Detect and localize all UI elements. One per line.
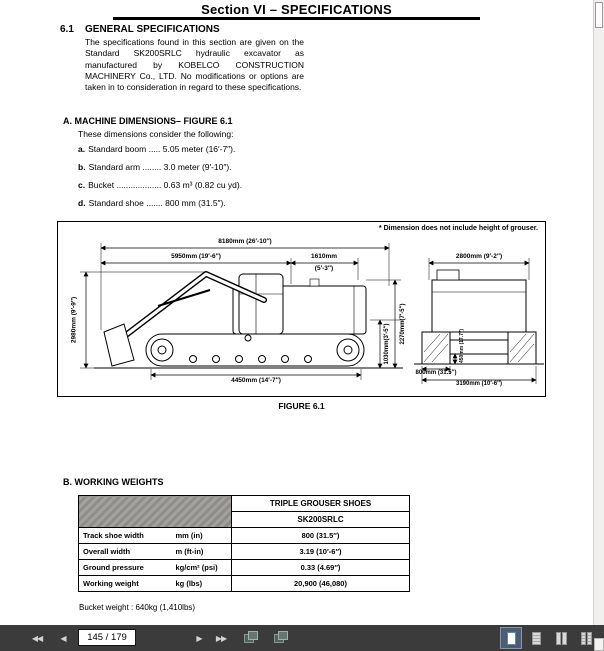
page-glyph xyxy=(562,632,567,645)
row-unit: kg (lbs) xyxy=(172,576,232,592)
sheet-icon xyxy=(278,631,288,640)
row-label: Track shoe width xyxy=(79,528,172,544)
row-label: Overall width xyxy=(79,544,172,560)
row-value: 3.19 (10′-6″) xyxy=(232,544,410,560)
dimensions-intro: These dimensions consider the following: xyxy=(78,129,234,139)
resize-grip[interactable] xyxy=(594,638,604,651)
page-glyph xyxy=(587,632,592,645)
list-item-letter: b. xyxy=(78,162,86,172)
dimension-label-cab-height: 2270mm(7′-5″) xyxy=(400,303,406,345)
list-item-bucket xyxy=(78,180,242,190)
table-model-header: SK200SRLC xyxy=(232,512,410,528)
row-unit: m (ft-in) xyxy=(172,544,232,560)
sheet-icon xyxy=(248,631,258,640)
list-item-text: Standard boom ..... 5.05 meter (16′-7″). xyxy=(88,144,236,154)
vertical-scrollbar[interactable] xyxy=(593,0,604,625)
page-layout-controls xyxy=(501,628,596,648)
table-row xyxy=(79,528,410,544)
dimension-label-rear-length: 1610mm xyxy=(310,253,338,260)
row-label: Working weight xyxy=(79,576,172,592)
pdf-toolbar xyxy=(0,625,604,651)
table-corner-cell xyxy=(79,496,232,528)
list-item-letter: a. xyxy=(78,144,86,154)
list-item-text: Bucket ................... 0.63 m³ (0.82 cu yd). xyxy=(88,180,243,190)
dimension-label-overall-length: 8180mm (26′-10″) xyxy=(218,238,272,245)
page-glyph xyxy=(532,632,541,645)
section-body: The specifications found in this section are given on the Standard SK200SRLC hydraulic excavator as manufactured by KOBELCO CONSTRUCTION MACHINERY Co., LTD. No modifications or options are taken in to consideration in regard to these specifications. xyxy=(85,37,304,93)
row-unit: mm (in) xyxy=(172,528,232,544)
row-value: 20,900 (46,080) xyxy=(232,576,410,592)
bucket-weight-note: Bucket weight : 640kg (1,410lbs) xyxy=(79,603,196,612)
previous-page-button[interactable]: ◀ xyxy=(52,630,74,646)
single-page-view-icon[interactable] xyxy=(501,628,521,648)
table-header-row xyxy=(79,496,410,512)
next-page-button[interactable]: ▶ xyxy=(188,630,210,646)
dimension-label-overall-width: 3190mm (10′-6″) xyxy=(455,381,503,387)
dimension-label-overall-height: 2980mm (9′-9″) xyxy=(70,296,78,344)
list-item-letter: d. xyxy=(78,198,86,208)
list-item-shoe xyxy=(78,198,226,208)
first-page-button[interactable]: ◀◀ xyxy=(26,630,48,646)
snapshot-tool-icon[interactable] xyxy=(244,631,260,645)
section-heading: GENERAL SPECIFICATIONS xyxy=(85,24,220,35)
figure-note: * Dimension does not include height of grouser. xyxy=(378,225,538,232)
list-item-arm xyxy=(78,162,232,172)
excavator-diagram xyxy=(58,222,545,396)
section-number: 6.1 xyxy=(60,24,74,35)
list-item-text: Standard shoe ....... 800 mm (31.5″). xyxy=(88,198,226,208)
page-glyph xyxy=(556,632,561,645)
subsection-b-heading: B. WORKING WEIGHTS xyxy=(63,477,164,487)
figure-6-1 xyxy=(57,221,546,397)
dimension-label-shoe-width: 800mm (31.5″) xyxy=(415,370,457,376)
row-unit: kg/cm² (psi) xyxy=(172,560,232,576)
dimension-label-counterweight-clearance: 1030mm(3′-5″) xyxy=(384,323,390,365)
row-value: 800 (31.5″) xyxy=(232,528,410,544)
table-row xyxy=(79,560,410,576)
title-underline xyxy=(113,17,480,20)
figure-caption: FIGURE 6.1 xyxy=(278,401,325,411)
dimension-label-track-length: 4450mm (14′-7″) xyxy=(231,377,281,384)
facing-pages-view-icon[interactable] xyxy=(551,628,571,648)
dimension-label-front-length: 5950mm (19′-6″) xyxy=(171,253,221,260)
subsection-a-heading: A. MACHINE DIMENSIONS– FIGURE 6.1 xyxy=(63,116,233,126)
page-glyph xyxy=(507,632,516,645)
dimension-label-upper-width: 2800mm (9′-2″) xyxy=(455,253,503,260)
page-number-input[interactable] xyxy=(78,629,136,646)
scrollbar-thumb[interactable] xyxy=(595,2,603,28)
table-row xyxy=(79,576,410,592)
page-title: Section VI – SPECIFICATIONS xyxy=(201,2,392,17)
copy-tool-icon[interactable] xyxy=(274,631,290,645)
last-page-button[interactable]: ▶▶ xyxy=(210,630,232,646)
table-group-header: TRIPLE GROUSER SHOES xyxy=(232,496,410,512)
continuous-view-icon[interactable] xyxy=(526,628,546,648)
continuous-facing-view-icon[interactable] xyxy=(576,628,596,648)
row-label: Ground pressure xyxy=(79,560,172,576)
list-item-text: Standard arm ........ 3.0 meter (9′-10″). xyxy=(88,162,232,172)
dimension-label-ground-clearance: 450mm (17.7″) xyxy=(459,328,465,364)
table-row xyxy=(79,544,410,560)
list-item-boom xyxy=(78,144,235,154)
dimension-label-rear-length-ft: (5′-3″) xyxy=(314,265,334,272)
working-weights-table xyxy=(78,495,410,592)
page-glyph xyxy=(581,632,586,645)
list-item-letter: c. xyxy=(78,180,86,190)
row-value: 0.33 (4.69″) xyxy=(232,560,410,576)
